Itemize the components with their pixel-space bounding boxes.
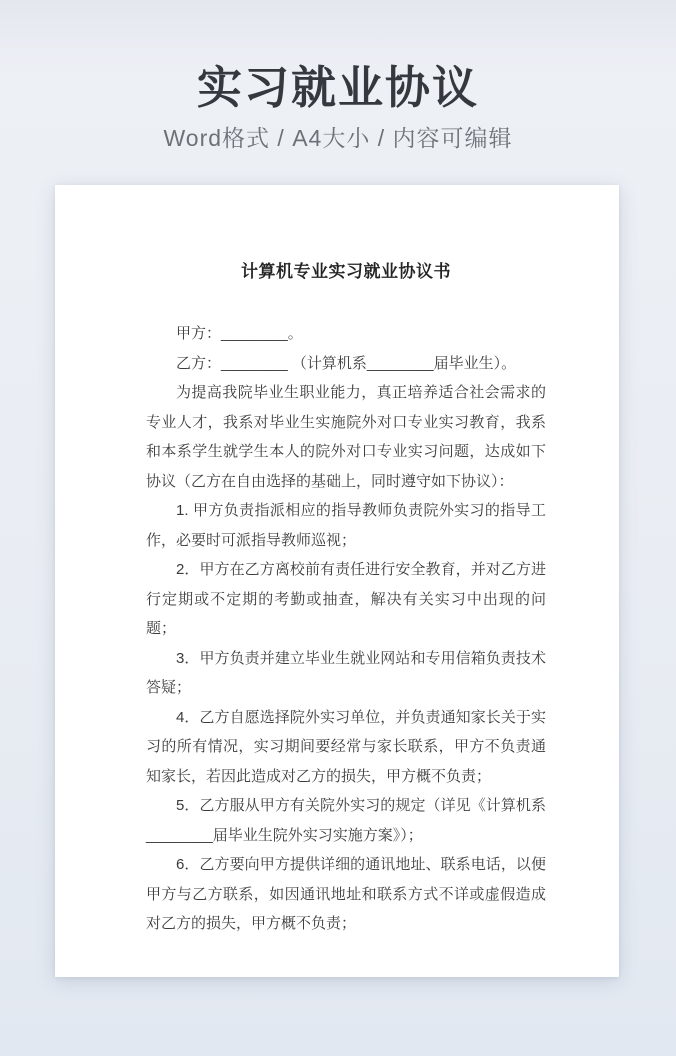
doc-paragraph-item-5: 5．乙方服从甲方有关院外实习的规定（详见《计算机系________届毕业生院外实习实施方案》）；	[146, 797, 546, 844]
doc-paragraph-party-a: 甲方：________。	[176, 325, 303, 342]
doc-paragraph-item-1: 1. 甲方负责指派相应的指导教师负责院外实习的指导工作，必要时可派指导教师巡视；	[146, 502, 546, 549]
doc-paragraph-item-3: 3．甲方负责并建立毕业生就业网站和专用信箱负责技术答疑；	[146, 649, 546, 696]
doc-paragraph-item-4: 4．乙方自愿选择院外实习单位，并负责通知家长关于实习的所有情况，实习期间要经常与家长联系，甲方不负责通知家长，若因此造成对乙方的损失，甲方概不负责；	[146, 708, 546, 785]
template-title: 实习就业协议	[196, 62, 479, 113]
template-subtitle: Word格式 / A4大小 / 内容可编辑	[163, 125, 513, 151]
header	[0, 0, 676, 151]
document-title: 计算机专业实习就业协议书	[241, 262, 451, 281]
document-page	[55, 185, 619, 977]
doc-paragraph-item-6: 6．乙方要向甲方提供详细的通讯地址、联系电话，以便甲方与乙方联系，如因通讯地址和联系方式不详或虚假造成对乙方的损失，甲方概不负责；	[146, 856, 546, 932]
doc-paragraph-party-b: 乙方：________ （计算机系________届毕业生）。	[176, 354, 517, 372]
doc-paragraph-item-2: 2．甲方在乙方离校前有责任进行安全教育，并对乙方进行定期或不定期的考勤或抽查，解决有关实习中出现的问题；	[146, 561, 546, 637]
document-content	[55, 185, 619, 939]
doc-paragraph-intro: 为提高我院毕业生职业能力，真正培养适合社会需求的专业人才，我系对毕业生实施院外对口专业实习教育，我系和本系学生就学生本人的院外对口专业实习问题，达成如下协议（乙方在自由选择的基础上，同时遵守如下协议）：	[146, 384, 546, 490]
